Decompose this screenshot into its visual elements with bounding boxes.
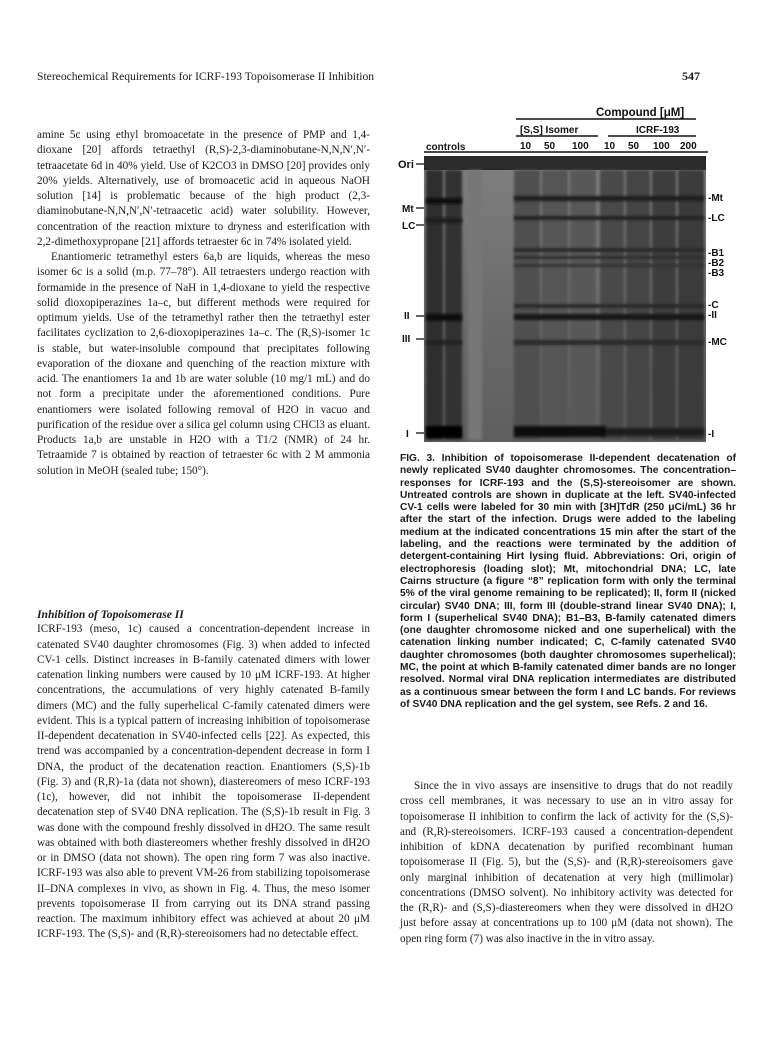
conc-label: 10	[520, 141, 532, 152]
conc-label: 10	[604, 141, 616, 152]
controls-label: controls	[426, 142, 466, 153]
conc-label: 200	[680, 141, 697, 152]
marker-left: III	[402, 334, 411, 345]
compound-label: Compound [μM]	[596, 107, 685, 119]
left-column-bottom	[37, 607, 370, 943]
left-column-top	[37, 128, 370, 479]
marker-right: -I	[708, 429, 715, 440]
marker-right: -B3	[708, 268, 725, 279]
marker-right: -Mt	[708, 193, 723, 204]
conc-label: 50	[544, 141, 556, 152]
conc-label: 100	[653, 141, 670, 152]
marker-left: Mt	[402, 204, 414, 215]
marker-right: -B1	[708, 248, 725, 259]
conc-label: 50	[628, 141, 640, 152]
paragraph: ICRF-193 (meso, 1c) caused a concentration-dependent increase in catenated SV40 daughter chromosomes (Fig. 3) when added to infected CV-1 cells. Distinct increases in B-family catenated dimers with lower catenation linking numbers were caused by 10 μM ICRF-193. At higher concentrations, the accumulations of very highly catenated B-family dimers (MC) and the fully superhelical C-family catenated dimers were evident. This is a typical pattern of increasing inhibition of topoisomerase II-dependent decatenation in SV40-infected cells [22]. As expected, this trend was accompanied by a concentration-dependent decrease in form I DNA, the product of the decatenation reaction. Enantiomers (S,S)-1b (Fig. 3) and (R,R)-1a (data not shown), diastereomers of meso ICRF-193 (1c), however, did not inhibit the topoisomerase II-dependent decatenation step of SV40 DNA replication. The (S,S)-1b result in Fig. 3 was done with the compound freshly dissolved in dH2O. The same result was obtained with both diastereomers whether freshly dissolved in dH2O or in DMSO (data not shown). The open ring form 7 was also inactive. ICRF-193 was also able to prevent VM-26 from stabilizing topoisomerase II–DNA complexes in vivo, as shown in Fig. 4. Thus, the meso isomer prevents topoisomerase II from carrying out its DNA strand passing reaction. The maximum inhibitory effect was achieved at about 20 μM ICRF-193. The (S,S)- and (R,R)-stereoisomers had no detectable effect.	[37, 623, 370, 941]
right-column-bottom	[400, 779, 733, 947]
conc-label: 100	[572, 141, 589, 152]
running-title: Stereochemical Requirements for ICRF-193 Topoisomerase II Inhibition	[37, 70, 375, 83]
ss-isomer-label: [S,S] Isomer	[520, 125, 579, 136]
marker-right: -C	[708, 300, 719, 311]
section-heading: Inhibition of Topoisomerase II	[37, 608, 184, 621]
marker-left: LC	[402, 221, 416, 232]
marker-left: I	[406, 429, 409, 440]
marker-right: -MC	[708, 337, 727, 348]
loading-slots	[424, 156, 706, 170]
figure-caption	[400, 453, 736, 711]
paragraph: amine 5c using ethyl bromoacetate in the presence of PMP and 1,4-dioxane [20] affords tetraethyl (R,S)-2,3-diaminobutane-N,N,N′,N′-tetraacetate 6d in 40% yield. Use of K2CO3 in DMSO [20] provides only 20% yields. Alternatively, use of bromoacetic acid in aqueous NaOH solution [14] is problematic because of the high product (2,3-diaminobutane-N,N,N′,N′-tetraacetic acid) water solubility. However, concentration of the reaction mixture to dryness and esterification with 2,2-dimethoxypropane [21] affords tetraester 6c in 74% isolated yield.	[37, 129, 370, 248]
gel-figure	[396, 104, 736, 444]
icrf-label: ICRF-193	[636, 125, 680, 136]
marker-right: -II	[708, 310, 717, 321]
paragraph: Since the in vivo assays are insensitive to drugs that do not readily cross cell membranes, it was necessary to use an in vitro assay for topoisomerase II inhibition to confirm the lack of activity for the (S,S)- and (R,R)-stereoisomers. ICRF-193 caused a concentration-dependent inhibition of kDNA decatenation by purified recombinant human topoisomerase II (Fig. 5), but the (S,S)- and (R,R)-stereoisomers gave only marginal inhibition of decatenation at very high (millimolar) concentrations (DMSO solvent). No inhibitory activity was detected for the (R,R)- and (S,S)-diastereomers when they were dissolved in dH2O just before assay at concentrations up to 100 μM (data not shown). The open ring form (7) was also inactive in the in vitro assay.	[400, 780, 733, 945]
paragraph: Enantiomeric tetramethyl esters 6a,b are liquids, whereas the meso isomer 6c is a solid (m.p. 77–78°). All tetraesters undergo reaction with formamide in the presence of NaH in 1,4-dioxane to yield the respective solid dioxopiperazines 1a–c, but different methods were required for optimum yields. Use of the tetramethyl rather then the tetraethyl ester facilitates cyclization to 2,6-dioxopiperazines 1a–c. The (R,S)-isomer 1c is stable, but water-insoluble compound that precipitates following evaporation of the dioxane and quenching of the reaction mixture with acid. The enantiomers 1a and 1b are water soluble (10 mg/1 mL) and do not form a precipitate under the aforementioned conditions. Pure enantiomers were isolated following removal of H2O in vacuo and purification of the residue over a silica gel column using CHCl3 as eluant. Products 1a,b are unstable in H2O with a T1/2 (NMR) of 24 hr. Tetraamide 7 is obtained by reaction of tetraester 6c with 2 M ammonia solution in MeOH (sealed tube; 150°).	[37, 251, 370, 477]
page-number: 547	[682, 69, 700, 83]
marker-left: Ori	[398, 159, 414, 171]
marker-left: II	[404, 311, 410, 322]
marker-right: -LC	[708, 213, 725, 224]
marker-right: -B2	[708, 258, 725, 269]
caption-text: FIG. 3. Inhibition of topoisomerase II-dependent decatenation of newly replicated SV40 daughter chromosomes. The concentration–responses for ICRF-193 and the (S,S)-stereoisomer are shown. Untreated controls are shown in duplicate at the left. SV40-infected CV-1 cells were labeled for 30 min with [3H]TdR (250 μCi/mL) 36 hr after the start of the infection. Drugs were added to the labeling medium at the indicated concentrations 15 min after the start of the labeling, and the reactions were terminated by the addition of detergent-containing Hirt lysing fluid. Abbreviations: Ori, origin of electrophoresis (loading slot); Mt, mitochondrial DNA; LC, late Cairns structure (a figure “8” replication form with only the terminal 5% of the viral genome remaining to be replicated); II, form II (nicked circular) SV40 DNA; III, form III (double-strand linear SV40 DNA); I, form I (superhelical SV40 DNA); B1–B3, B-family catenated dimers (one daughter chromosome nicked and one superhelical) with the catenation linking number indicated; C, C-family catenated SV40 daughter chromosomes (both daughter chromosomes superhelical); MC, the point at which B-family catenated dimer bands are no longer resolved. Normal viral DNA replication intermediates are distributed as a continuous smear between the form I and LC bands. For reviews of SV40 DNA replication and the gel system, see Refs. 2 and 16.	[400, 453, 736, 710]
